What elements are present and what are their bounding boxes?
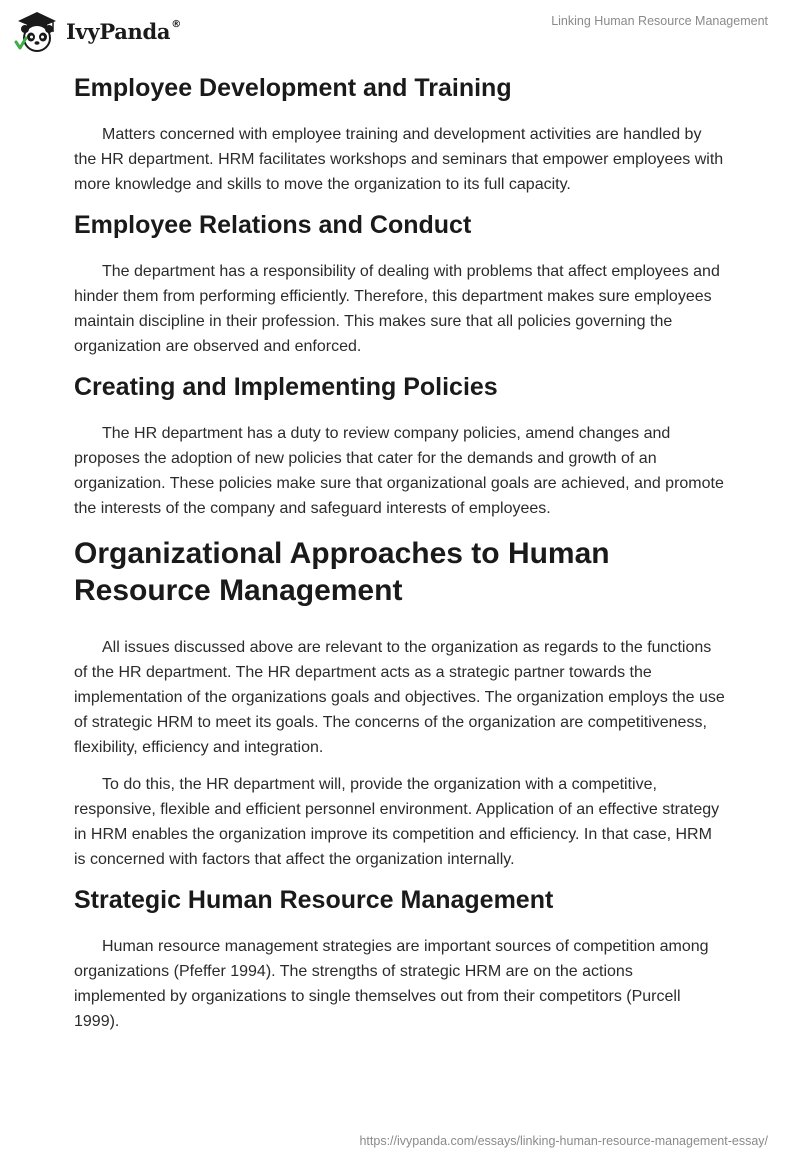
brand-name: IvyPanda <box>66 18 171 44</box>
paragraph: To do this, the HR department will, provide the organization with a competitive, responsive, flexible and efficient personnel environment. Application of an effective strategy in HRM enables the organization improve its competition and efficiency. In that case, HRM is concerned with factors that affect the organization internally. <box>74 776 720 868</box>
registered-mark: ® <box>171 18 181 30</box>
major-heading: Organizational Approaches to Human Resource Management <box>74 537 610 607</box>
paragraph: Human resource management strategies are important sources of competition among organizations (Pfeffer 1994). The strengths of strategic HRM are on the actions implemented by organizations to single themselves out from their competitors (Purcell 1999). <box>74 938 709 1030</box>
source-url-link[interactable]: https://ivypanda.com/essays/linking-human-resource-management-essay/ <box>359 1134 768 1148</box>
paragraph: The department has a responsibility of dealing with problems that affect employees and hinder them from performing efficiently. Therefore, this department makes sure employees maintain discipline in their profession. This makes sure that all policies governing the organization are observed and enforced. <box>74 263 720 355</box>
ivypanda-logo[interactable] <box>14 8 181 54</box>
document-title: Linking Human Resource Management <box>551 14 768 28</box>
section-heading: Strategic Human Resource Management <box>74 886 554 914</box>
section-heading: Employee Relations and Conduct <box>74 211 472 239</box>
logo-wordmark <box>66 19 181 44</box>
paragraph: All issues discussed above are relevant to the organization as regards to the functions of the HR department. The HR department acts as a strategic partner towards the implementation of the organizations goals and objectives. The organization employs the use of strategic HRM to meet its goals. The concerns of the organization are competitiveness, flexibility, efficiency and integration. <box>74 639 725 756</box>
page-header <box>0 0 800 60</box>
paragraph: The HR department has a duty to review company policies, amend changes and proposes the adoption of new policies that cater for the demands and growth of an organization. These policies make sure that organizational goals are achieved, and promote the interests of the company and safeguard interests of employees. <box>74 425 724 517</box>
panda-graduate-icon <box>14 8 60 54</box>
section-heading: Creating and Implementing Policies <box>74 373 498 401</box>
paragraph: Matters concerned with employee training and development activities are handled by the HR department. HRM facilitates workshops and seminars that empower employees with more knowledge and skills to move the organization to its full capacity. <box>74 126 724 193</box>
essay-content <box>74 64 726 1046</box>
section-heading: Employee Development and Training <box>74 74 512 102</box>
